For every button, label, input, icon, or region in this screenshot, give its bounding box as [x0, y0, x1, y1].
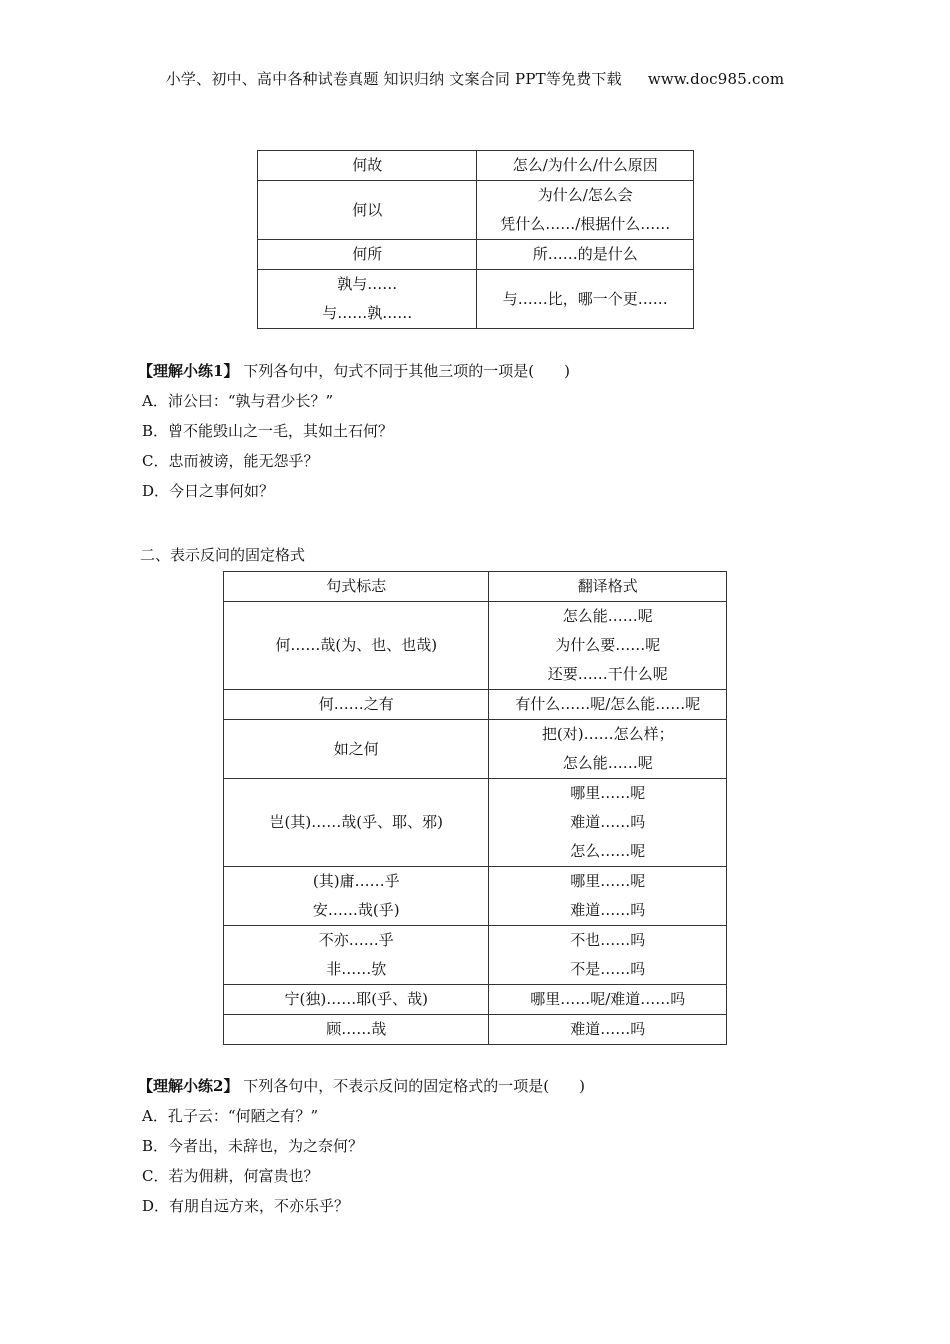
- cell-line: 与……比，哪一个更……: [502, 289, 668, 308]
- cell-line: 非……欤: [326, 960, 387, 978]
- cell-line: 哪里……呢: [570, 872, 646, 890]
- cell-line: 顾……哉: [326, 1020, 387, 1038]
- cell-line: 怎么能……呢: [562, 607, 653, 625]
- format-cell: [224, 690, 489, 720]
- cell-line: 不也……吗: [570, 931, 646, 949]
- translation-cell: [489, 985, 727, 1015]
- translation-cell: [489, 779, 727, 867]
- format-cell: [224, 720, 489, 779]
- exercise-1: [138, 356, 570, 506]
- translation-cell: [477, 181, 694, 240]
- table-row: [258, 270, 694, 329]
- table-row: [258, 240, 694, 270]
- table-row: [224, 720, 727, 779]
- translation-cell: [489, 1015, 727, 1045]
- option-c: C．若为佣耕，何富贵也？: [142, 1167, 319, 1185]
- header-text: 小学、初中、高中各种试卷真题 知识归纳 文案合同 PPT等免费下载: [165, 70, 622, 88]
- table-row: [224, 985, 727, 1015]
- cell-line: 岂(其)……哉(乎、耶、邪): [269, 813, 443, 831]
- rhetorical-format-table: [223, 571, 727, 1045]
- table-row: [224, 602, 727, 690]
- interrogative-format-table: [257, 150, 694, 329]
- exercise-2-question: [138, 1071, 585, 1101]
- cell-line: 安……哉(乎): [312, 901, 400, 919]
- translation-cell: [489, 867, 727, 926]
- cell-line: 把(对)……怎么样；: [541, 725, 674, 743]
- section-title: 二、表示反问的固定格式: [140, 546, 306, 564]
- cell-line: 何以: [352, 200, 383, 219]
- cell-line: 宁(独)……耶(乎、哉): [284, 990, 428, 1008]
- format-cell: [258, 151, 477, 181]
- option-d: D．有朋自远方来，不亦乐乎？: [142, 1197, 350, 1215]
- cell-line: 难道……吗: [570, 901, 646, 919]
- cell-line: 怎么……呢: [570, 842, 646, 860]
- table-row: [224, 926, 727, 985]
- format-cell: [258, 181, 477, 240]
- table-row: [224, 779, 727, 867]
- format-cell: [224, 1015, 489, 1045]
- cell-line: 所……的是什么: [532, 245, 638, 263]
- format-cell: [224, 602, 489, 690]
- option-b: B．曾不能毁山之一毛，其如土石何？: [142, 422, 394, 440]
- cell-line: 怎么/为什么/什么原因: [512, 156, 658, 174]
- cell-line: 何故: [352, 156, 383, 174]
- exercise-1-stem: 下列各句中，句式不同于其他三项的一项是( ): [243, 362, 570, 380]
- cell-line: 还要……干什么呢: [547, 665, 668, 683]
- cell-line: 难道……吗: [570, 1020, 646, 1038]
- table-row: [224, 867, 727, 926]
- table-row: [258, 181, 694, 240]
- option-c: C．忠而被谤，能无怨乎？: [142, 452, 319, 470]
- exercise-1-question: [138, 356, 570, 386]
- cell-line: 何……哉(为、也、也哉): [275, 636, 438, 654]
- translation-cell: [489, 720, 727, 779]
- cell-line: 为什么/怎么会: [537, 186, 633, 204]
- format-cell: [224, 779, 489, 867]
- format-cell: [224, 985, 489, 1015]
- cell-line: (其)庸……乎: [312, 872, 400, 890]
- cell-line: 凭什么……/根据什么……: [500, 215, 671, 233]
- cell-line: 怎么能……呢: [562, 754, 653, 772]
- exercise-2: [138, 1071, 585, 1221]
- cell-line: 何所: [352, 245, 383, 263]
- translation-cell: [489, 690, 727, 720]
- cell-line: 有什么……呢/怎么能……呢: [515, 695, 701, 713]
- format-cell: [224, 867, 489, 926]
- cell-line: 哪里……呢: [570, 784, 646, 802]
- translation-cell: [477, 151, 694, 181]
- cell-line: 难道……吗: [570, 813, 646, 831]
- option-a: A．孔子云：“何陋之有？”: [142, 1107, 319, 1125]
- header-site: www.doc985.com: [647, 70, 785, 88]
- column-header: 翻译格式: [489, 572, 727, 602]
- option-d: D．今日之事何如？: [142, 482, 275, 500]
- format-cell: [258, 270, 477, 329]
- cell-line: 何……之有: [318, 695, 394, 713]
- translation-cell: [477, 270, 694, 329]
- option-b: B．今者出，未辞也，为之奈何？: [142, 1137, 364, 1155]
- cell-line: 孰与……: [337, 275, 398, 293]
- format-cell: [224, 926, 489, 985]
- exercise-2-stem: 下列各句中，不表示反问的固定格式的一项是( ): [243, 1077, 585, 1095]
- page-header: [0, 68, 950, 89]
- translation-cell: [489, 926, 727, 985]
- cell-line: 为什么要……呢: [555, 636, 661, 654]
- exercise-1-tag: 【理解小练1】: [138, 362, 239, 380]
- format-cell: [258, 240, 477, 270]
- cell-line: 不亦……乎: [318, 931, 394, 949]
- cell-line: 如之何: [333, 739, 379, 758]
- option-a: A．沛公曰：“孰与君少长？”: [142, 392, 334, 410]
- cell-line: 不是……吗: [570, 960, 646, 978]
- exercise-2-tag: 【理解小练2】: [138, 1077, 239, 1095]
- table-row: [224, 1015, 727, 1045]
- table-row: [224, 690, 727, 720]
- table-header-row: [224, 572, 727, 602]
- cell-line: 哪里……呢/难道……吗: [530, 990, 686, 1008]
- table-row: [258, 151, 694, 181]
- column-header: 句式标志: [224, 572, 489, 602]
- translation-cell: [489, 602, 727, 690]
- translation-cell: [477, 240, 694, 270]
- cell-line: 与……孰……: [322, 304, 413, 322]
